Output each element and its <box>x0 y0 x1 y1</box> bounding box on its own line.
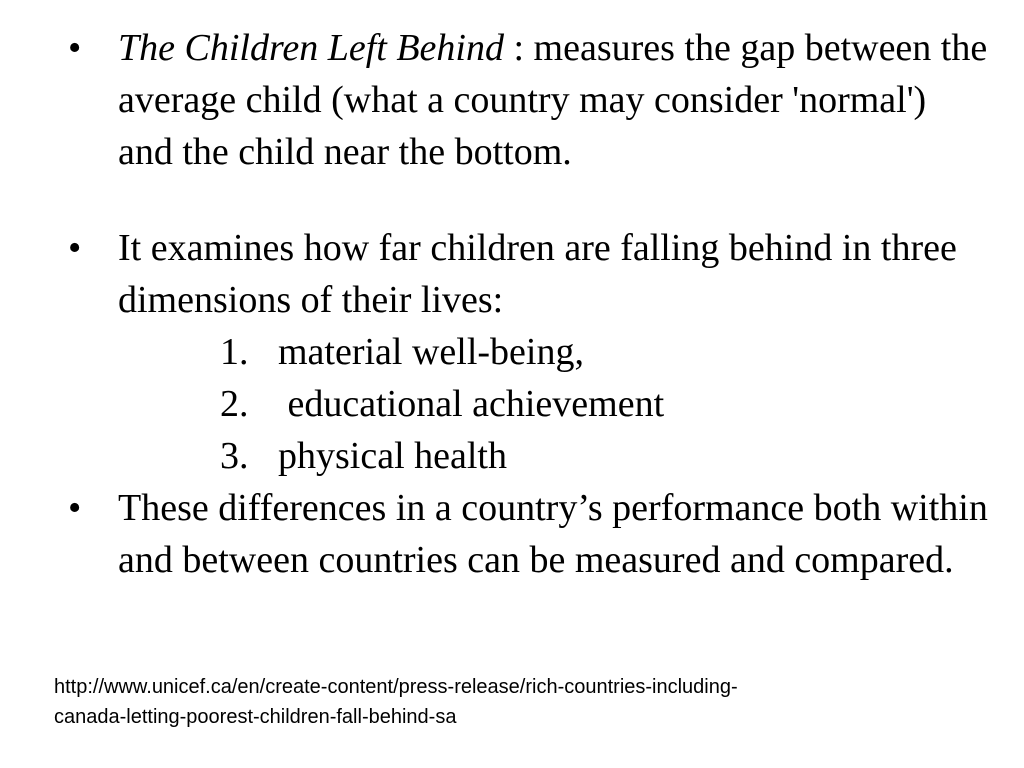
bullet-marker: • <box>68 27 82 69</box>
dimension-number: 2. <box>220 383 249 425</box>
dimension-number: 1. <box>220 331 249 373</box>
dimension-item <box>220 430 990 482</box>
dimension-text: material well-being, <box>278 331 584 373</box>
report-title: The Children Left Behind <box>118 27 504 69</box>
bullet-item-definition <box>60 22 990 178</box>
bullet-text: : measures the gap between the average child (what a country may consider 'normal') and the child near the bottom. <box>118 27 988 173</box>
dimension-item <box>220 378 990 430</box>
bullet-text: It examines how far children are falling behind in three dimensions of their lives: <box>118 227 957 321</box>
dimension-text: educational achievement <box>278 383 665 425</box>
dimension-text: physical health <box>278 435 507 477</box>
bullet-marker: • <box>68 227 82 269</box>
source-url-line-1[interactable]: http://www.unicef.ca/en/create-content/press-release/rich-countries-including- <box>54 676 738 698</box>
bullet-list <box>60 22 990 586</box>
source-url-line-2[interactable]: canada-letting-poorest-children-fall-behind-sa <box>54 706 457 728</box>
dimension-item <box>220 326 990 378</box>
bullet-marker: • <box>68 487 82 529</box>
spacer <box>60 178 990 222</box>
dimension-list <box>118 326 990 482</box>
bullet-text: These differences in a country’s performance both within and between countries can be measured and compared. <box>118 487 988 581</box>
dimension-number: 3. <box>220 435 249 477</box>
source-url[interactable] <box>54 672 954 732</box>
bullet-item-dimensions <box>60 222 990 482</box>
bullet-item-comparison <box>60 482 990 586</box>
